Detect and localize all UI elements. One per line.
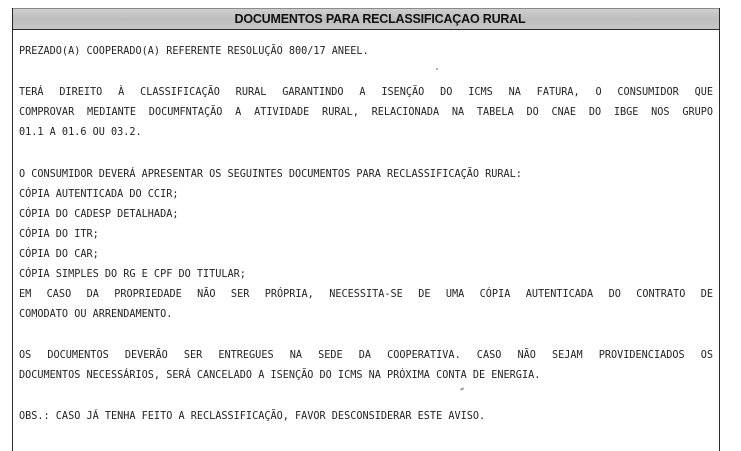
delivery-note-line: DOCUMENTOS NECESSÁRIOS, SERÁ CANCELADO A ISENÇÃO DO ICMS NA PRÓXIMA CONTA DE ENERGIA. <box>19 370 541 381</box>
document-item: CÓPIA DO CADESP DETALHADA; <box>19 209 179 220</box>
document-item: CÓPIA AUTENTICADA DO CCIR; <box>19 189 179 200</box>
document-item: CÓPIA SIMPLES DO RG E CPF DO TITULAR; <box>19 269 246 280</box>
list-intro: O CONSUMIDOR DEVERÁ APRESENTAR OS SEGUINTES DOCUMENTOS PARA RECLASSIFICAÇÃO RURAL: <box>19 169 522 180</box>
greeting-line: PREZADO(A) COOPERADO(A) REFERENTE RESOLUÇÃO 800/17 ANEEL. <box>19 46 369 57</box>
observation-line: OBS.: CASO JÁ TENHA FEITO A RECLASSIFICAÇÃO, FAVOR DESCONSIDERAR ESTE AVISO. <box>19 411 486 422</box>
document-title: DOCUMENTOS PARA RECLASSIFICAÇAO RURAL <box>234 12 526 26</box>
scan-speck <box>436 68 438 70</box>
scan-speck <box>460 387 464 390</box>
paragraph-line: 01.1 A 01.6 OU 03.2. <box>19 127 142 138</box>
property-note-line: COMODATO OU ARRENDAMENTO. <box>19 309 173 320</box>
header-bar <box>13 8 719 30</box>
document-item: CÓPIA DO ITR; <box>19 229 99 240</box>
property-note-line: EM CASO DA PROPRIEDADE NÃO SER PRÓPRIA, NECESSITA-SE DE UMA CÓPIA AUTENTICADA DO CONTRATO DE <box>19 289 713 300</box>
document-sheet <box>12 8 720 451</box>
document-item: CÓPIA DO CAR; <box>19 249 99 260</box>
paragraph-line: TERÁ DIREITO À CLASSIFICAÇÃO RURAL GARANTINDO A ISENÇÃO DO ICMS NA FATURA, O CONSUMIDOR QUE <box>19 87 713 98</box>
paragraph-line: COMPROVAR MEDIANTE DOCUMFNTAÇÃO A ATIVIDADE RURAL, RELACIONADA NA TABELA DO CNAE DO IBGE NOS GRUPO <box>19 107 713 118</box>
delivery-note-line: OS DOCUMENTOS DEVERÃO SER ENTREGUES NA SEDE DA COOPERATIVA. CASO NÃO SEJAM PROVIDENCIADOS OS <box>19 350 713 361</box>
